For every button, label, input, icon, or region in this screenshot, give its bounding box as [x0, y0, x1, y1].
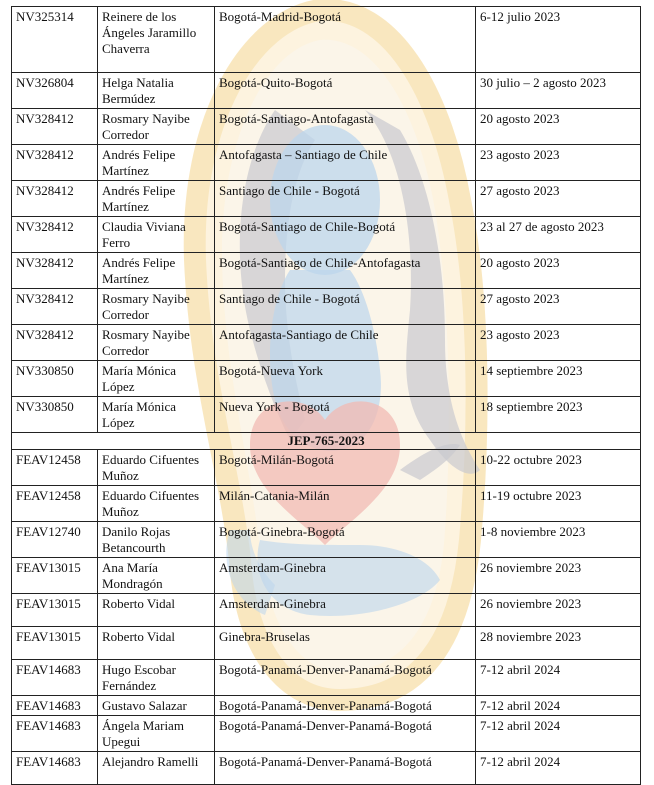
- date-cell: 27 agosto 2023: [476, 289, 641, 325]
- person-name-cell: Eduardo Cifuentes Muñoz: [98, 486, 215, 522]
- table-row: [12, 181, 641, 217]
- person-name-cell: Ángela Mariam Upegui: [98, 716, 215, 752]
- person-name-cell: Roberto Vidal: [98, 594, 215, 627]
- table-row: [12, 627, 641, 660]
- person-name-cell: Helga Natalia Bermúdez: [98, 73, 215, 109]
- record-code-cell: NV328412: [12, 217, 98, 253]
- date-cell: 26 noviembre 2023: [476, 594, 641, 627]
- route-cell: Amsterdam-Ginebra: [215, 558, 476, 594]
- route-cell: Bogotá-Madrid-Bogotá: [215, 7, 476, 73]
- table-row: [12, 558, 641, 594]
- date-cell: 30 julio – 2 agosto 2023: [476, 73, 641, 109]
- table-row: [12, 325, 641, 361]
- route-cell: Bogotá-Ginebra-Bogotá: [215, 522, 476, 558]
- person-name-cell: Alejandro Ramelli: [98, 752, 215, 785]
- record-code-cell: NV328412: [12, 109, 98, 145]
- table-row: [12, 594, 641, 627]
- table-row: [12, 217, 641, 253]
- route-cell: Antofagasta-Santiago de Chile: [215, 325, 476, 361]
- table-body-main: [12, 7, 641, 785]
- record-code-cell: FEAV12740: [12, 522, 98, 558]
- table-row: [12, 7, 641, 73]
- date-cell: 14 septiembre 2023: [476, 361, 641, 397]
- table-row: [12, 486, 641, 522]
- table-row: [12, 522, 641, 558]
- route-cell: Santiago de Chile - Bogotá: [215, 289, 476, 325]
- date-cell: 20 agosto 2023: [476, 109, 641, 145]
- date-cell: 28 noviembre 2023: [476, 627, 641, 660]
- person-name-cell: María Mónica López: [98, 361, 215, 397]
- route-cell: Bogotá-Panamá-Denver-Panamá-Bogotá: [215, 716, 476, 752]
- date-cell: 7-12 abril 2024: [476, 660, 641, 696]
- table-row: [12, 696, 641, 716]
- record-code-cell: FEAV14683: [12, 696, 98, 716]
- person-name-cell: Rosmary Nayibe Corredor: [98, 289, 215, 325]
- table-row: [12, 716, 641, 752]
- record-code-cell: FEAV14683: [12, 660, 98, 696]
- date-cell: 7-12 abril 2024: [476, 752, 641, 785]
- route-cell: Santiago de Chile - Bogotá: [215, 181, 476, 217]
- record-code-cell: FEAV14683: [12, 752, 98, 785]
- person-name-cell: Gustavo Salazar: [98, 696, 215, 716]
- date-cell: 10-22 octubre 2023: [476, 450, 641, 486]
- route-cell: Bogotá-Nueva York: [215, 361, 476, 397]
- record-code-cell: FEAV12458: [12, 450, 98, 486]
- table-row: [12, 289, 641, 325]
- record-code-cell: NV330850: [12, 361, 98, 397]
- date-cell: 23 agosto 2023: [476, 325, 641, 361]
- route-cell: Bogotá-Panamá-Denver-Panamá-Bogotá: [215, 752, 476, 785]
- table-row: [12, 752, 641, 785]
- table-row: [12, 145, 641, 181]
- table-row: [12, 450, 641, 486]
- person-name-cell: Rosmary Nayibe Corredor: [98, 109, 215, 145]
- table-row: [12, 397, 641, 433]
- person-name-cell: Eduardo Cifuentes Muñoz: [98, 450, 215, 486]
- person-name-cell: Reinere de los Ángeles Jaramillo Chaverra: [98, 7, 215, 73]
- date-cell: 6-12 julio 2023: [476, 7, 641, 73]
- record-code-cell: FEAV14683: [12, 716, 98, 752]
- date-cell: 27 agosto 2023: [476, 181, 641, 217]
- person-name-cell: Hugo Escobar Fernández: [98, 660, 215, 696]
- travel-records-table: [11, 6, 641, 785]
- person-name-cell: Ana María Mondragón: [98, 558, 215, 594]
- route-cell: Amsterdam-Ginebra: [215, 594, 476, 627]
- record-code-cell: NV330850: [12, 397, 98, 433]
- route-cell: Nueva York - Bogotá: [215, 397, 476, 433]
- person-name-cell: Andrés Felipe Martínez: [98, 145, 215, 181]
- table-row: [12, 73, 641, 109]
- route-cell: Bogotá-Santiago-Antofagasta: [215, 109, 476, 145]
- record-code-cell: NV326804: [12, 73, 98, 109]
- person-name-cell: Andrés Felipe Martínez: [98, 253, 215, 289]
- date-cell: 7-12 abril 2024: [476, 716, 641, 752]
- person-name-cell: Andrés Felipe Martínez: [98, 181, 215, 217]
- route-cell: Bogotá-Quito-Bogotá: [215, 73, 476, 109]
- record-code-cell: NV328412: [12, 325, 98, 361]
- route-cell: Bogotá-Santiago de Chile-Antofagasta: [215, 253, 476, 289]
- route-cell: Ginebra-Bruselas: [215, 627, 476, 660]
- record-code-cell: NV328412: [12, 253, 98, 289]
- table-row: [12, 109, 641, 145]
- record-code-cell: FEAV13015: [12, 627, 98, 660]
- date-cell: 7-12 abril 2024: [476, 696, 641, 716]
- date-cell: 23 agosto 2023: [476, 145, 641, 181]
- record-code-cell: NV328412: [12, 289, 98, 325]
- route-cell: Bogotá-Milán-Bogotá: [215, 450, 476, 486]
- record-code-cell: NV325314: [12, 7, 98, 73]
- route-cell: Bogotá-Panamá-Denver-Panamá-Bogotá: [215, 660, 476, 696]
- record-code-cell: FEAV13015: [12, 558, 98, 594]
- record-code-cell: NV328412: [12, 145, 98, 181]
- section-title: JEP-765-2023: [12, 433, 641, 450]
- date-cell: 20 agosto 2023: [476, 253, 641, 289]
- date-cell: 1-8 noviembre 2023: [476, 522, 641, 558]
- date-cell: 26 noviembre 2023: [476, 558, 641, 594]
- route-cell: Milán-Catania-Milán: [215, 486, 476, 522]
- table-row: [12, 253, 641, 289]
- date-cell: 11-19 octubre 2023: [476, 486, 641, 522]
- person-name-cell: María Mónica López: [98, 397, 215, 433]
- record-code-cell: FEAV12458: [12, 486, 98, 522]
- person-name-cell: Danilo Rojas Betancourth: [98, 522, 215, 558]
- record-code-cell: NV328412: [12, 181, 98, 217]
- person-name-cell: Roberto Vidal: [98, 627, 215, 660]
- table-row: [12, 361, 641, 397]
- person-name-cell: Rosmary Nayibe Corredor: [98, 325, 215, 361]
- section-header-row: [12, 433, 641, 450]
- date-cell: 23 al 27 de agosto 2023: [476, 217, 641, 253]
- person-name-cell: Claudia Viviana Ferro: [98, 217, 215, 253]
- route-cell: Bogotá-Santiago de Chile-Bogotá: [215, 217, 476, 253]
- route-cell: Bogotá-Panamá-Denver-Panamá-Bogotá: [215, 696, 476, 716]
- table-row: [12, 660, 641, 696]
- record-code-cell: FEAV13015: [12, 594, 98, 627]
- route-cell: Antofagasta – Santiago de Chile: [215, 145, 476, 181]
- date-cell: 18 septiembre 2023: [476, 397, 641, 433]
